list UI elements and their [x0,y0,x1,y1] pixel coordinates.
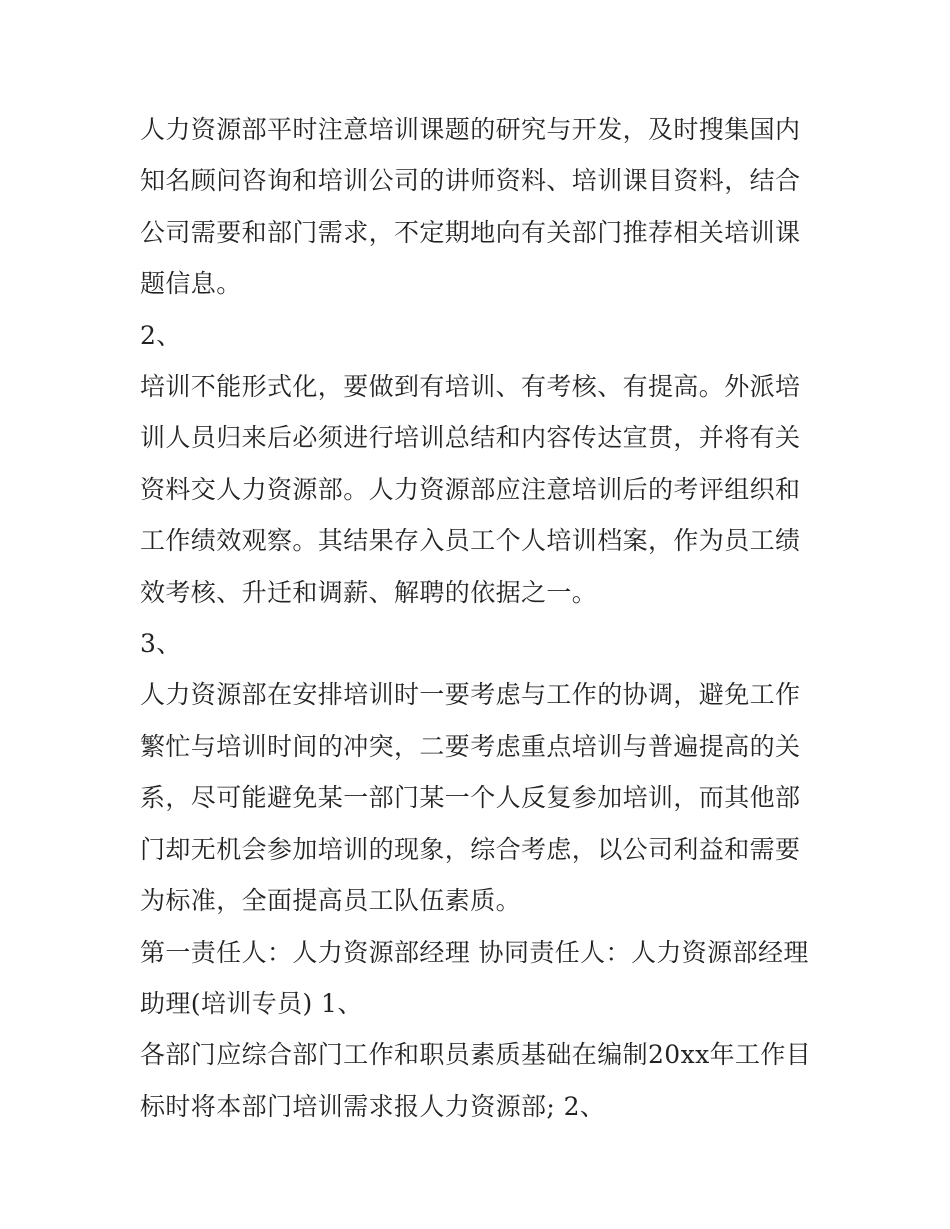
paragraph-research-development: 人力资源部平时注意培训课题的研究与开发，及时搜集国内知名顾问咨询和培训公司的讲师资料、培训课目资料，结合公司需要和部门需求，不定期地向有关部门推荐相关培训课题信息。 [140,115,801,299]
paragraph-department-needs: 各部门应综合部门工作和职员素质基础在编制20xx年工作目标时将本部门培训需求报人力资源部; 2、 [140,1040,812,1121]
paragraph-responsible-persons: 第一责任人：人力资源部经理 协同责任人：人力资源部经理助理(培训专员) 1、 [140,937,809,1018]
item-number-2: 2、 [140,320,182,350]
paragraph-training-scheduling: 人力资源部在安排培训时一要考虑与工作的协调，避免工作繁忙与培训时间的冲突，二要考虑重点培训与普遍提高的关系，尽可能避免某一部门某一个人反复参加培训，而其他部门却无机会参加培训的现象，综合考虑，以公司利益和需要为标准，全面提高员工队伍素质。 [140,680,801,916]
document-body [140,104,820,1132]
item-number-3: 3、 [140,629,182,659]
paragraph-training-evaluation: 培训不能形式化，要做到有培训、有考核、有提高。外派培训人员归来后必须进行培训总结和内容传达宣贯，并将有关资料交人力资源部。人力资源部应注意培训后的考评组织和工作绩效观察。其结果存入员工个人培训档案，作为员工绩效考核、升迁和调薪、解聘的依据之一。 [140,372,801,607]
